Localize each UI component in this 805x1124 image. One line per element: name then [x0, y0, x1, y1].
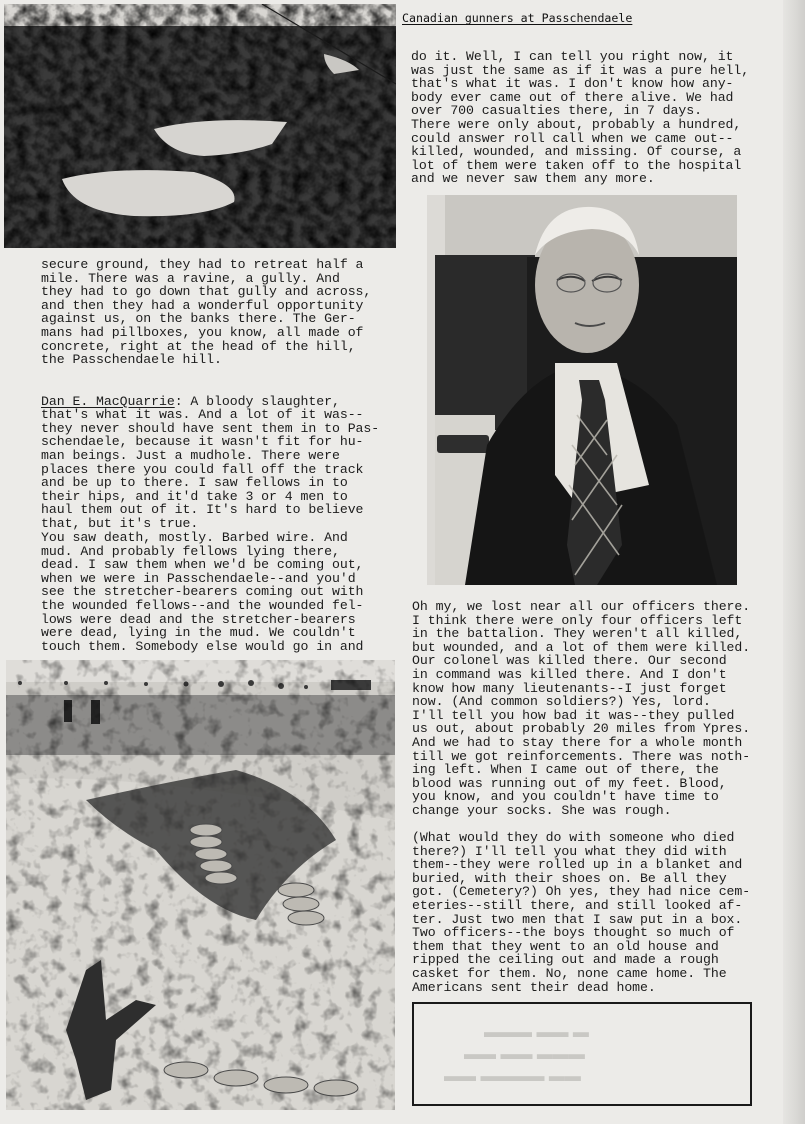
- trench-photo: [6, 660, 395, 1110]
- speaker-quote-start: : A bloody slaughter,: [174, 393, 340, 409]
- speaker-quote-rest: that's what it was. And a lot of it was-- they never should have sent them in to Pas- schendaele, because it wasn't fit for hu- man beings. Just a mudhole. There were places there you could fall off the track and be up to there. I saw fellows in to their hips, and it'd take 3 or 4 men to haul them out of it. It's hard to believe that, but it's true.: [41, 407, 380, 531]
- show-through-smudge: ▬ ▬▬ ▬▬▬: [484, 1024, 589, 1041]
- speaker-name: Dan E. MacQuarrie: [41, 393, 175, 409]
- left-column-paragraph-3: You saw death, mostly. Barbed wire. And mud. And probably fellows lying there, dead. I saw them when we'd be coming out, when we were in Passchendaele--and you'd see the stretcher-bearers coming out with the wounded fellows--and the wounded fel- lows were dead and the stretcher-bearers were dead, lying in the mud. We couldn't touch them. Somebody else would go in and: [41, 530, 364, 654]
- left-column-paragraph-1: secure ground, they had to retreat half a mile. There was a ravine, a gully. And they had to go down that gully and across, and then they had a wonderful opportunity against us, on the banks there. The Ger- mans had pillboxes, you know, all made of concrete, right at the head of the hill, the Passchendaele hill.: [41, 257, 372, 368]
- right-column-paragraph-2: Oh my, we lost near all our officers there. I think there were only four officers left in the battalion. They weren't all killed, but wounded, and a lot of them were killed. Our colonel was killed there. Our second in command was killed there. And I don't know how many lieutenants--I just forget now. (And common soldiers?) Yes, lord. I'll tell you how bad it was--they pulled us out, about probably 20 miles from Ypres. And we had to stay there for a whole month till we got reinforcements. There was noth- ing left. When I came out of there, the blood was running out of my feet. Blood, you know, and you couldn't have time to change your socks. She was rough.: [412, 599, 751, 818]
- mud-field-photo: [4, 4, 396, 248]
- empty-bordered-box: [412, 1002, 752, 1106]
- veteran-portrait-photo: [427, 195, 737, 585]
- show-through-smudge: ▬▬▬ ▬▬ ▬▬: [464, 1046, 585, 1063]
- left-column-paragraph-2: [41, 381, 379, 531]
- show-through-smudge: ▬▬ ▬▬▬▬ ▬▬: [444, 1068, 581, 1085]
- page-edge-shadow: [783, 0, 805, 1124]
- right-column-paragraph-1: do it. Well, I can tell you right now, it was just the same as if it was a pure hell, that's what it was. I don't know how any- body ever came out of there alive. We had over 700 casualties there, in 7 days. There were only about, probably a hundred, could answer roll call when we came out-- killed, wounded, and missing. Of course, a lot of them were taken off to the hospital and we never saw them any more.: [411, 49, 750, 187]
- right-column-paragraph-3: (What would they do with someone who died there?) I'll tell you what they did with them--they were rolled up in a blanket and buried, with their shoes on. Be all they got. (Cemetery?) Oh yes, they had nice cem- eteries--still there, and still looked af- ter. Just two men that I saw put in a box. Two officers--the boys thought so much of them that they went to an old house and ripped the ceiling out and made a rough casket for them. No, none came home. The Americans sent their dead home.: [412, 830, 751, 995]
- photo-caption: Canadian gunners at Passchendaele: [402, 11, 633, 25]
